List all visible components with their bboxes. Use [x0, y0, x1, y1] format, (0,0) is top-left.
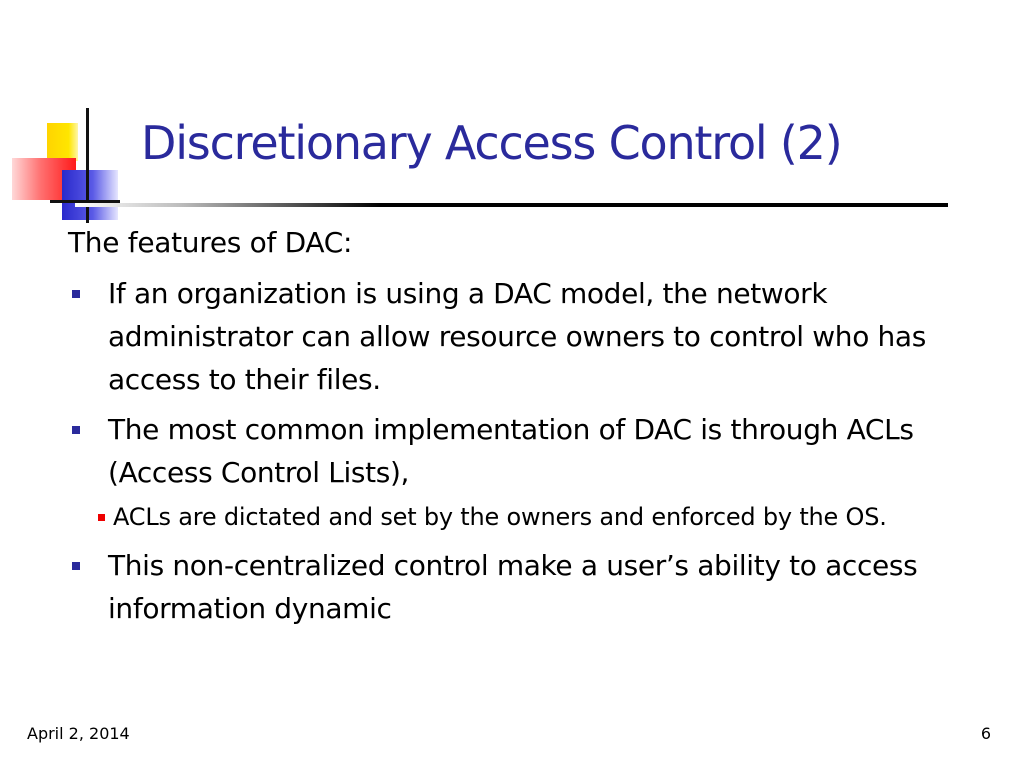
bullet-item — [68, 408, 968, 494]
intro-text: The features of DAC: — [68, 226, 353, 259]
page-number: 6 — [980, 724, 991, 743]
bullet-list — [68, 544, 968, 630]
bullet-marker-icon — [72, 562, 80, 570]
bullet-text: This non-centralized control make a user’s ability to access information dynamic — [108, 549, 918, 625]
sub-bullet-item — [68, 498, 968, 537]
bullet-item — [68, 544, 968, 630]
bullet-text: If an organization is using a DAC model, the network administrator can allow resource owners to control who has access to their files. — [108, 277, 926, 396]
bullet-list — [68, 272, 968, 494]
bullet-item — [68, 272, 968, 401]
logo-blue-square — [62, 170, 118, 220]
bullet-marker-icon — [72, 290, 80, 298]
sub-bullet-text: ACLs are dictated and set by the owners and enforced by the OS. — [113, 503, 887, 531]
bullet-marker-icon — [72, 426, 80, 434]
footer-date: April 2, 2014 — [27, 724, 130, 743]
slide-body — [68, 221, 968, 630]
sub-bullet-list — [68, 498, 968, 537]
sub-bullet-marker-icon — [98, 514, 105, 521]
bullet-text: The most common implementation of DAC is through ACLs (Access Control Lists), — [108, 413, 914, 489]
title-underline — [75, 203, 948, 207]
slide-title: Discretionary Access Control (2) — [141, 116, 842, 170]
logo-yellow-square — [47, 123, 78, 161]
